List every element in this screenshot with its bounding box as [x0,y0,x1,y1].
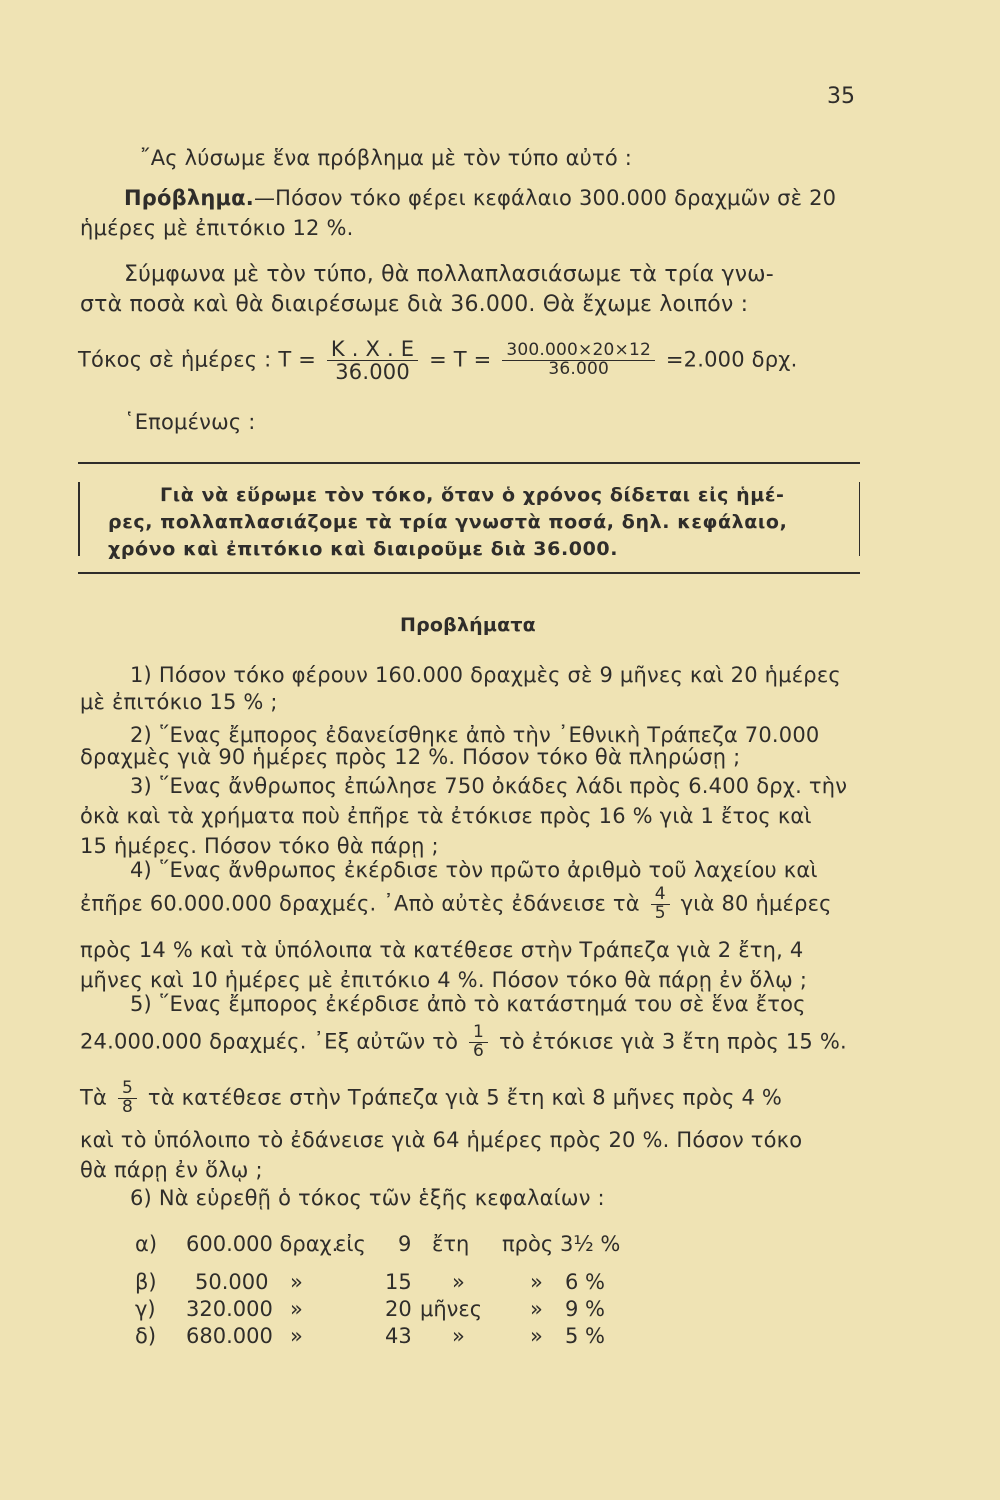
fraction-numerator: K . X . E [327,338,418,361]
problem-5-text: τὰ κατέθεσε στὴν Τράπεζα γιὰ 5 ἔτη καὶ 8 μῆνες πρὸς 4 % [147,1085,783,1110]
row-ditto: » [530,1270,543,1294]
formula-fraction-2 [502,342,655,379]
problem-1-line: μὲ ἐπιτόκιο 15 % ; [80,690,278,714]
problem-statement-line-2: ἡμέρες μὲ ἐπιτόκιο 12 %. [80,216,354,240]
formula-prefix: Τόκος σὲ ἡμέρες : [78,347,272,372]
problem-3-line: 3) ῞Ενας ἄνθρωπος ἐπώλησε 750 ὀκάδες λάδι πρὸς 6.400 δρχ. τὴν [130,774,848,798]
row-duration: 20 [385,1297,412,1321]
problem-4-line: μῆνες καὶ 10 ἡμέρες μὲ ἐπιτόκιο 4 %. Πόσον τόκο θὰ πάρῃ ἐν ὅλῳ ; [80,968,808,992]
problem-4-line [80,886,832,923]
formula [78,338,797,383]
problem-6-line: 6) Νὰ εὑρεθῇ ὁ τόκος τῶν ἑξῆς κεφαλαίων : [130,1186,605,1210]
problem-5-text: 24.000.000 δραχμές. ᾿Εξ αὐτῶν τὸ [80,1029,459,1054]
fraction-four-fifths [651,886,670,923]
problem-3-line: ὀκὰ καὶ τὰ χρήματα ποὺ ἐπῆρε τὰ ἐτόκισε πρὸς 16 % γιὰ 1 ἔτος καὶ [80,804,812,828]
row-amount: 320.000 [186,1297,273,1321]
row-label: γ) [135,1297,156,1321]
formula-t1: T = [278,347,317,372]
problem-3-line: 15 ἡμέρες. Πόσον τόκο θὰ πάρῃ ; [80,834,439,858]
problem-statement-line [124,186,836,210]
method-line: Σύμφωνα μὲ τὸν τύπο, θὰ πολλαπλασιάσωμε τὰ τρία γνω- [124,262,774,287]
fraction-one-sixth [469,1024,488,1061]
rule-line-3: χρόνο καὶ ἐπιτόκιο καὶ διαιροῦμε διὰ 36.000. [108,538,619,560]
row-label: β) [135,1270,157,1294]
fraction-denominator: 8 [121,1096,133,1117]
problem-4-line: 4) ῞Ενας ἄνθρωπος ἐκέρδισε τὸν πρῶτο ἀριθμὸ τοῦ λαχείου καὶ [130,858,818,882]
fraction-numerator: 300.000×20×12 [502,342,655,361]
problem-label: Πρόβλημα. [124,186,254,210]
row-ditto: » [452,1324,465,1348]
row-unit: μῆνες [420,1297,483,1321]
method-line-2: στὰ ποσὰ καὶ θὰ διαιρέσωμε διὰ 36.000. Θὰ ἔχωμε λοιπόν : [80,292,749,317]
row-duration: 15 [385,1270,412,1294]
problem-text: —Πόσον τόκο φέρει κεφάλαιο 300.000 δραχμῶν σὲ 20 [253,186,837,210]
fraction-denominator: 5 [654,902,666,923]
row-ditto: » [290,1297,303,1321]
problem-4-text: γιὰ 80 ἡμέρες [680,891,832,916]
formula-t2: = T = [429,347,492,372]
row-ditto: » [530,1324,543,1348]
fraction-denominator: 36.000 [335,360,410,385]
row-rate: 5 % [565,1324,605,1348]
row-label: δ) [135,1324,157,1348]
problem-2-line: 2) ῞Ενας ἔμπορος ἐδανείσθηκε ἀπὸ τὴν ᾿Εθνικὴ Τράπεζα 70.000 [130,723,820,747]
problem-5-line [80,1024,847,1061]
rule-line-2: ρες, πολλαπλασιάζομε τὰ τρία γνωστὰ ποσά, δηλ. κεφάλαιο, [108,511,788,533]
problem-5-line: θὰ πάρῃ ἐν ὅλῳ ; [80,1158,263,1182]
row-preposition-2: πρὸς [502,1232,554,1256]
problem-4-text: ἐπῆρε 60.000.000 δραχμές. ᾿Απὸ αὐτὲς ἐδάνεισε τὰ [80,891,640,916]
row-amount: 50.000 [195,1270,269,1294]
problem-2-line: δραχμὲς γιὰ 90 ἡμέρες πρὸς 12 %. Πόσον τόκο θὰ πληρώσῃ ; [80,745,741,769]
fraction-five-eighths [118,1080,137,1117]
row-ditto: » [530,1297,543,1321]
row-rate: 6 % [565,1270,605,1294]
row-amount: 680.000 [186,1324,273,1348]
problem-5-line: καὶ τὸ ὑπόλοιπο τὸ ἐδάνεισε γιὰ 64 ἡμέρες πρὸς 20 %. Πόσον τόκο [80,1128,803,1152]
row-ditto: » [452,1270,465,1294]
rule-box-left-border [78,482,80,556]
rule-line-1: Γιὰ νὰ εὕρωμε τὸν τόκο, ὅταν ὁ χρόνος δίδεται εἰς ἡμέ- [160,484,785,506]
formula-fraction-1 [327,338,418,383]
row-amount: 600.000 δραχ. [186,1232,339,1256]
rule-box-right-border [859,482,861,556]
problems-heading: Προβλήματα [400,614,536,636]
row-preposition: εἰς [335,1232,366,1256]
problem-5-line [80,1080,782,1117]
problem-4-line: πρὸς 14 % καὶ τὰ ὑπόλοιπα τὰ κατέθεσε στὴν Τράπεζα γιὰ 2 ἔτη, 4 [80,938,804,962]
formula-result: =2.000 δρχ. [665,347,798,372]
page-number: 35 [827,84,855,109]
row-rate: 3½ % [560,1232,621,1256]
intro-line: ῎Ας λύσωμε ἕνα πρόβλημα μὲ τὸν τύπο αὐτό : [140,146,633,170]
rule-box [78,462,860,574]
row-ditto: » [290,1270,303,1294]
fraction-numerator: 4 [651,886,670,905]
row-unit: ἔτη [432,1232,470,1256]
fraction-numerator: 5 [118,1080,137,1099]
problem-5-line: 5) ῞Ενας ἔμπορος ἐκέρδισε ἀπὸ τὸ κατάστημά του σὲ ἕνα ἔτος [130,992,806,1016]
fraction-denominator: 36.000 [548,359,610,380]
row-ditto: » [290,1324,303,1348]
row-rate: 9 % [565,1297,605,1321]
fraction-denominator: 6 [473,1040,485,1061]
row-label: α) [135,1232,158,1256]
fraction-numerator: 1 [469,1024,488,1043]
row-duration: 9 [398,1232,412,1256]
problem-5-text: τὸ ἐτόκισε γιὰ 3 ἔτη πρὸς 15 %. [498,1029,847,1054]
consequently-label: ῾Επομένως : [124,410,256,434]
problem-1-line: 1) Πόσον τόκο φέρουν 160.000 δραχμὲς σὲ 9 μῆνες καὶ 20 ἡμέρες [130,663,841,687]
row-duration: 43 [385,1324,412,1348]
problem-5-text: Τὰ [80,1085,108,1110]
